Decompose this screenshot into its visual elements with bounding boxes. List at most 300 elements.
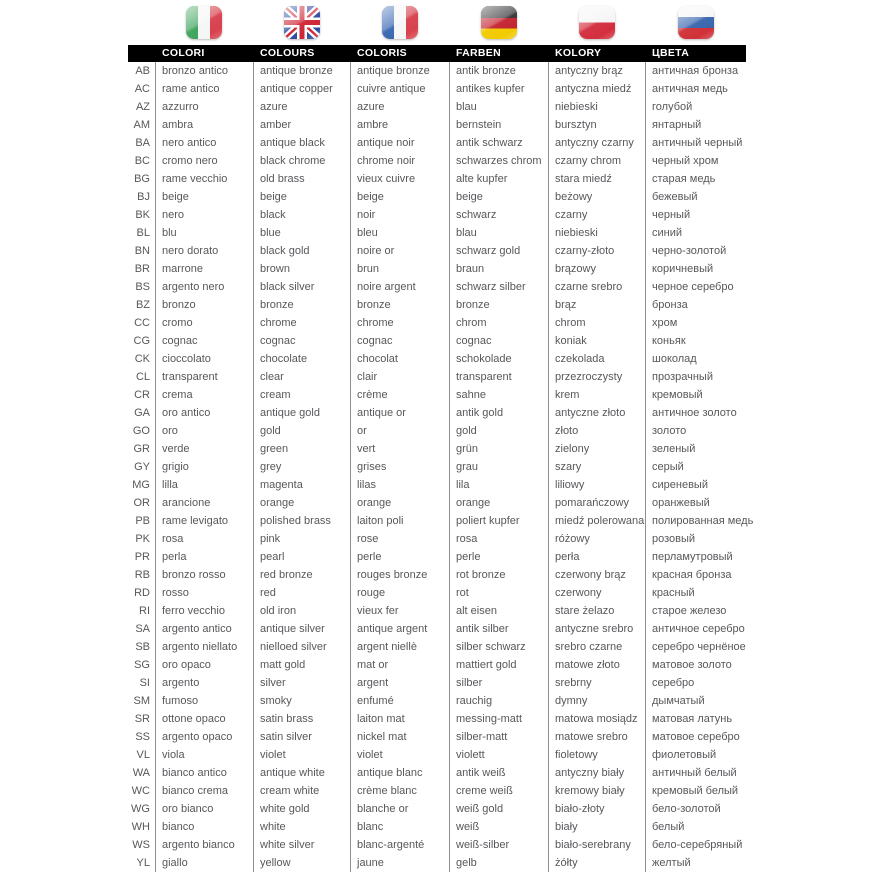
cell-colours: beige (253, 188, 350, 206)
cell-kolory: żółty (548, 854, 645, 872)
cell-colours: antique gold (253, 404, 350, 422)
cell-colours: satin brass (253, 710, 350, 728)
table-row (128, 494, 746, 512)
cell-code: CC (134, 317, 150, 329)
table-row (128, 224, 746, 242)
cell-farben: schwarz silber (449, 278, 548, 296)
cell-farben: gelb (449, 854, 548, 872)
cell-colours: red (253, 584, 350, 602)
cell-coloris: crème (350, 386, 449, 404)
cell-colours: bronze (253, 296, 350, 314)
table-row (128, 818, 746, 836)
cell-coloris: chocolat (350, 350, 449, 368)
cell-code: SA (135, 623, 150, 635)
cell-code: SB (135, 641, 150, 653)
cell-colori: rame antico (155, 80, 253, 98)
cell-cveta: белый (645, 818, 746, 836)
cell-colori: nero antico (155, 134, 253, 152)
cell-kolory: szary (548, 458, 645, 476)
cell-farben: braun (449, 260, 548, 278)
cell-cveta: фиолетовый (645, 746, 746, 764)
cell-code: OR (133, 497, 150, 509)
cell-colours: old brass (253, 170, 350, 188)
cell-colours: antique copper (253, 80, 350, 98)
cell-farben: weiß (449, 818, 548, 836)
cell-kolory: czerwony (548, 584, 645, 602)
cell-code: GO (132, 425, 150, 437)
table-row (128, 386, 746, 404)
cell-colours: matt gold (253, 656, 350, 674)
cell-cveta: бронза (645, 296, 746, 314)
cell-kolory: biały (548, 818, 645, 836)
cell-kolory: niebieski (548, 98, 645, 116)
cell-coloris: antique or (350, 404, 449, 422)
italy-flag-icon (186, 6, 222, 39)
cell-colori: bronzo rosso (155, 566, 253, 584)
cell-coloris: brun (350, 260, 449, 278)
cell-colours: orange (253, 494, 350, 512)
table-row (128, 350, 746, 368)
table-row (128, 764, 746, 782)
table-row (128, 278, 746, 296)
table-row (128, 422, 746, 440)
cell-colori: argento niellato (155, 638, 253, 656)
cell-kolory: srebro czarne (548, 638, 645, 656)
cell-coloris: noire or (350, 242, 449, 260)
table-row (128, 170, 746, 188)
cell-colours: black (253, 206, 350, 224)
cell-colours: chocolate (253, 350, 350, 368)
cell-cveta: матовая латунь (645, 710, 746, 728)
cell-colori: fumoso (155, 692, 253, 710)
poland-flag-icon (579, 6, 615, 39)
header-colours: COLOURS (260, 47, 315, 59)
cell-kolory: matowa mosiądz (548, 710, 645, 728)
cell-cveta: янтарный (645, 116, 746, 134)
cell-coloris: beige (350, 188, 449, 206)
color-translation-table (128, 0, 754, 872)
cell-coloris: grises (350, 458, 449, 476)
russia-flag-icon (678, 6, 714, 39)
cell-cveta: коричневый (645, 260, 746, 278)
cell-colours: azure (253, 98, 350, 116)
table-row (128, 458, 746, 476)
table-row (128, 134, 746, 152)
cell-farben: bronze (449, 296, 548, 314)
cell-coloris: enfumé (350, 692, 449, 710)
cell-code: BZ (135, 299, 150, 311)
cell-code: GR (133, 443, 150, 455)
cell-colori: viola (155, 746, 253, 764)
cell-kolory: niebieski (548, 224, 645, 242)
table-row (128, 440, 746, 458)
cell-farben: rauchig (449, 692, 548, 710)
cell-code: PB (135, 515, 150, 527)
cell-code: AC (134, 83, 150, 95)
cell-coloris: rouge (350, 584, 449, 602)
cell-colori: ferro vecchio (155, 602, 253, 620)
cell-cveta: дымчатый (645, 692, 746, 710)
cell-colori: oro opaco (155, 656, 253, 674)
cell-colours: cognac (253, 332, 350, 350)
cell-farben: mattiert gold (449, 656, 548, 674)
cell-coloris: antique argent (350, 620, 449, 638)
cell-kolory: stara miedź (548, 170, 645, 188)
table-row (128, 206, 746, 224)
table-row (128, 152, 746, 170)
cell-coloris: mat or (350, 656, 449, 674)
cell-kolory: przezroczysty (548, 368, 645, 386)
cell-code: BC (134, 155, 150, 167)
cell-coloris: azure (350, 98, 449, 116)
cell-farben: antik bronze (449, 62, 548, 80)
cell-colours: pearl (253, 548, 350, 566)
cell-cveta: античный белый (645, 764, 746, 782)
cell-code: AZ (135, 101, 150, 113)
cell-colori: verde (155, 440, 253, 458)
cell-colours: antique bronze (253, 62, 350, 80)
cell-coloris: argent niellè (350, 638, 449, 656)
cell-cveta: красный (645, 584, 746, 602)
cell-kolory: antyczne srebro (548, 620, 645, 638)
cell-cveta: хром (645, 314, 746, 332)
table-body (128, 62, 754, 872)
cell-code: PR (134, 551, 150, 563)
cell-coloris: bronze (350, 296, 449, 314)
table-row (128, 620, 746, 638)
table-row (128, 530, 746, 548)
cell-kolory: bursztyn (548, 116, 645, 134)
cell-cveta: синий (645, 224, 746, 242)
cell-farben: beige (449, 188, 548, 206)
cell-coloris: antique bronze (350, 62, 449, 80)
cell-kolory: srebrny (548, 674, 645, 692)
cell-farben: schwarzes chrom (449, 152, 548, 170)
cell-cveta: красная бронза (645, 566, 746, 584)
cell-code: WA (132, 767, 150, 779)
table-row (128, 476, 746, 494)
cell-coloris: or (350, 422, 449, 440)
cell-code: BN (134, 245, 150, 257)
cell-colori: ambra (155, 116, 253, 134)
table-row (128, 710, 746, 728)
cell-colori: oro (155, 422, 253, 440)
cell-kolory: matowe srebro (548, 728, 645, 746)
cell-coloris: violet (350, 746, 449, 764)
cell-coloris: blanc (350, 818, 449, 836)
cell-kolory: zielony (548, 440, 645, 458)
cell-cveta: античное серебро (645, 620, 746, 638)
cell-colori: beige (155, 188, 253, 206)
cell-cveta: серебро (645, 674, 746, 692)
cell-coloris: noir (350, 206, 449, 224)
cell-colours: green (253, 440, 350, 458)
table-row (128, 800, 746, 818)
cell-colori: argento opaco (155, 728, 253, 746)
cell-colours: antique silver (253, 620, 350, 638)
cell-cveta: черно-золотой (645, 242, 746, 260)
cell-farben: schwarz (449, 206, 548, 224)
cell-cveta: матовое золото (645, 656, 746, 674)
cell-kolory: beżowy (548, 188, 645, 206)
cell-cveta: античная медь (645, 80, 746, 98)
table-row (128, 188, 746, 206)
cell-colori: transparent (155, 368, 253, 386)
cell-farben: silber schwarz (449, 638, 548, 656)
cell-kolory: fioletowy (548, 746, 645, 764)
cell-colori: cromo nero (155, 152, 253, 170)
cell-code: WH (131, 821, 150, 833)
cell-coloris: laiton mat (350, 710, 449, 728)
cell-farben: blau (449, 98, 548, 116)
cell-cveta: зеленый (645, 440, 746, 458)
cell-colours: antique white (253, 764, 350, 782)
cell-farben: poliert kupfer (449, 512, 548, 530)
cell-code: SG (134, 659, 150, 671)
cell-cveta: перламутровый (645, 548, 746, 566)
cell-cveta: голубой (645, 98, 746, 116)
cell-colours: violet (253, 746, 350, 764)
france-flag-icon (382, 6, 418, 39)
cell-code: RD (134, 587, 150, 599)
cell-farben: silber (449, 674, 548, 692)
cell-code: CG (133, 335, 150, 347)
header-coloris: COLORIS (357, 47, 407, 59)
cell-kolory: czarny chrom (548, 152, 645, 170)
table-row (128, 314, 746, 332)
cell-colours: cream (253, 386, 350, 404)
cell-coloris: chrome noir (350, 152, 449, 170)
cell-code: BS (135, 281, 150, 293)
cell-cveta: золото (645, 422, 746, 440)
table-row (128, 566, 746, 584)
cell-kolory: złoto (548, 422, 645, 440)
cell-colori: rame vecchio (155, 170, 253, 188)
table-row (128, 638, 746, 656)
table-row (128, 260, 746, 278)
cell-kolory: różowy (548, 530, 645, 548)
cell-colours: white (253, 818, 350, 836)
uk-flag-icon (284, 6, 320, 39)
cell-kolory: czerwony brąz (548, 566, 645, 584)
cell-colours: antique black (253, 134, 350, 152)
table-row (128, 62, 746, 80)
cell-colori: giallo (155, 854, 253, 872)
cell-coloris: antique blanc (350, 764, 449, 782)
cell-cveta: сиреневый (645, 476, 746, 494)
cell-colori: cognac (155, 332, 253, 350)
germany-flag-icon (481, 6, 517, 39)
cell-code: MG (132, 479, 150, 491)
cell-colours: nielloed silver (253, 638, 350, 656)
cell-kolory: czekolada (548, 350, 645, 368)
cell-cveta: черный хром (645, 152, 746, 170)
cell-coloris: cuivre antique (350, 80, 449, 98)
cell-colours: black silver (253, 278, 350, 296)
cell-colori: argento (155, 674, 253, 692)
table-row (128, 332, 746, 350)
cell-colori: blu (155, 224, 253, 242)
cell-farben: rosa (449, 530, 548, 548)
cell-farben: weiß-silber (449, 836, 548, 854)
cell-colori: crema (155, 386, 253, 404)
cell-farben: silber-matt (449, 728, 548, 746)
table-row (128, 746, 746, 764)
cell-colori: bianco crema (155, 782, 253, 800)
cell-colori: perla (155, 548, 253, 566)
cell-colori: lilla (155, 476, 253, 494)
cell-coloris: vert (350, 440, 449, 458)
cell-farben: antik gold (449, 404, 548, 422)
cell-farben: alt eisen (449, 602, 548, 620)
cell-cveta: кремовый белый (645, 782, 746, 800)
cell-cveta: розовый (645, 530, 746, 548)
cell-kolory: antyczny brąz (548, 62, 645, 80)
cell-code: BR (134, 263, 150, 275)
table-row (128, 584, 746, 602)
cell-cveta: античный черный (645, 134, 746, 152)
cell-colours: gold (253, 422, 350, 440)
cell-farben: schokolade (449, 350, 548, 368)
cell-colours: brown (253, 260, 350, 278)
cell-farben: antikes kupfer (449, 80, 548, 98)
cell-cveta: полированная медь (645, 512, 746, 530)
cell-kolory: biało-złoty (548, 800, 645, 818)
cell-colori: bronzo (155, 296, 253, 314)
cell-colours: white silver (253, 836, 350, 854)
cell-coloris: cognac (350, 332, 449, 350)
cell-colours: black chrome (253, 152, 350, 170)
table-row (128, 692, 746, 710)
cell-coloris: nickel mat (350, 728, 449, 746)
cell-code: AB (135, 65, 150, 77)
cell-kolory: krem (548, 386, 645, 404)
table-row (128, 368, 746, 386)
cell-coloris: argent (350, 674, 449, 692)
cell-cveta: матовое серебро (645, 728, 746, 746)
cell-coloris: rose (350, 530, 449, 548)
cell-colori: nero (155, 206, 253, 224)
cell-code: RI (139, 605, 150, 617)
cell-coloris: clair (350, 368, 449, 386)
cell-code: BL (136, 227, 150, 239)
table-row (128, 116, 746, 134)
cell-cveta: старая медь (645, 170, 746, 188)
cell-colours: silver (253, 674, 350, 692)
cell-farben: messing-matt (449, 710, 548, 728)
cell-coloris: crème blanc (350, 782, 449, 800)
table-row (128, 548, 746, 566)
cell-colours: old iron (253, 602, 350, 620)
cell-code: AM (133, 119, 150, 131)
table-row (128, 836, 746, 854)
cell-farben: antik weiß (449, 764, 548, 782)
cell-colours: magenta (253, 476, 350, 494)
cell-cveta: оранжевый (645, 494, 746, 512)
cell-colori: rosa (155, 530, 253, 548)
cell-colours: white gold (253, 800, 350, 818)
cell-colours: clear (253, 368, 350, 386)
cell-farben: antik silber (449, 620, 548, 638)
header-cveta: ЦВЕТА (652, 47, 690, 59)
cell-farben: antik schwarz (449, 134, 548, 152)
cell-colours: yellow (253, 854, 350, 872)
cell-code: BG (134, 173, 150, 185)
cell-kolory: antyczny czarny (548, 134, 645, 152)
cell-colori: arancione (155, 494, 253, 512)
cell-code: BJ (137, 191, 150, 203)
cell-colori: marrone (155, 260, 253, 278)
table-row (128, 674, 746, 692)
cell-colours: cream white (253, 782, 350, 800)
cell-kolory: antyczna miedź (548, 80, 645, 98)
cell-cveta: серебро чернёное (645, 638, 746, 656)
cell-kolory: perła (548, 548, 645, 566)
header-kolory: KOLORY (555, 47, 602, 59)
flags-spacer (128, 6, 155, 39)
cell-cveta: бело-серебряный (645, 836, 746, 854)
cell-code: CL (135, 371, 150, 383)
cell-colori: nero dorato (155, 242, 253, 260)
cell-farben: bernstein (449, 116, 548, 134)
cell-coloris: noire argent (350, 278, 449, 296)
cell-colori: bianco antico (155, 764, 253, 782)
cell-farben: violett (449, 746, 548, 764)
cell-code: CK (134, 353, 150, 365)
cell-farben: grün (449, 440, 548, 458)
cell-farben: sahne (449, 386, 548, 404)
cell-farben: chrom (449, 314, 548, 332)
table-row (128, 656, 746, 674)
cell-coloris: vieux fer (350, 602, 449, 620)
table-row (128, 728, 746, 746)
cell-colours: satin silver (253, 728, 350, 746)
cell-kolory: liliowy (548, 476, 645, 494)
cell-cveta: античная бронза (645, 62, 746, 80)
cell-colours: black gold (253, 242, 350, 260)
cell-colori: cromo (155, 314, 253, 332)
cell-colori: oro bianco (155, 800, 253, 818)
cell-code: GA (134, 407, 150, 419)
cell-colours: grey (253, 458, 350, 476)
cell-code: SM (133, 695, 150, 707)
cell-coloris: bleu (350, 224, 449, 242)
cell-colori: argento antico (155, 620, 253, 638)
cell-colori: grigio (155, 458, 253, 476)
table-row (128, 854, 746, 872)
cell-cveta: прозрачный (645, 368, 746, 386)
cell-coloris: orange (350, 494, 449, 512)
cell-coloris: ambre (350, 116, 449, 134)
table-row (128, 782, 746, 800)
cell-code: WC (131, 785, 150, 797)
cell-cveta: черное серебро (645, 278, 746, 296)
cell-coloris: rouges bronze (350, 566, 449, 584)
cell-farben: schwarz gold (449, 242, 548, 260)
cell-cveta: серый (645, 458, 746, 476)
cell-cveta: античное золото (645, 404, 746, 422)
cell-colori: bianco (155, 818, 253, 836)
cell-colours: chrome (253, 314, 350, 332)
header-code-spacer (128, 45, 155, 62)
cell-colori: ottone opaco (155, 710, 253, 728)
cell-kolory: matowe złoto (548, 656, 645, 674)
cell-coloris: blanche or (350, 800, 449, 818)
cell-kolory: antyczne złoto (548, 404, 645, 422)
cell-colours: amber (253, 116, 350, 134)
cell-kolory: brązowy (548, 260, 645, 278)
header-farben: FARBEN (456, 47, 501, 59)
